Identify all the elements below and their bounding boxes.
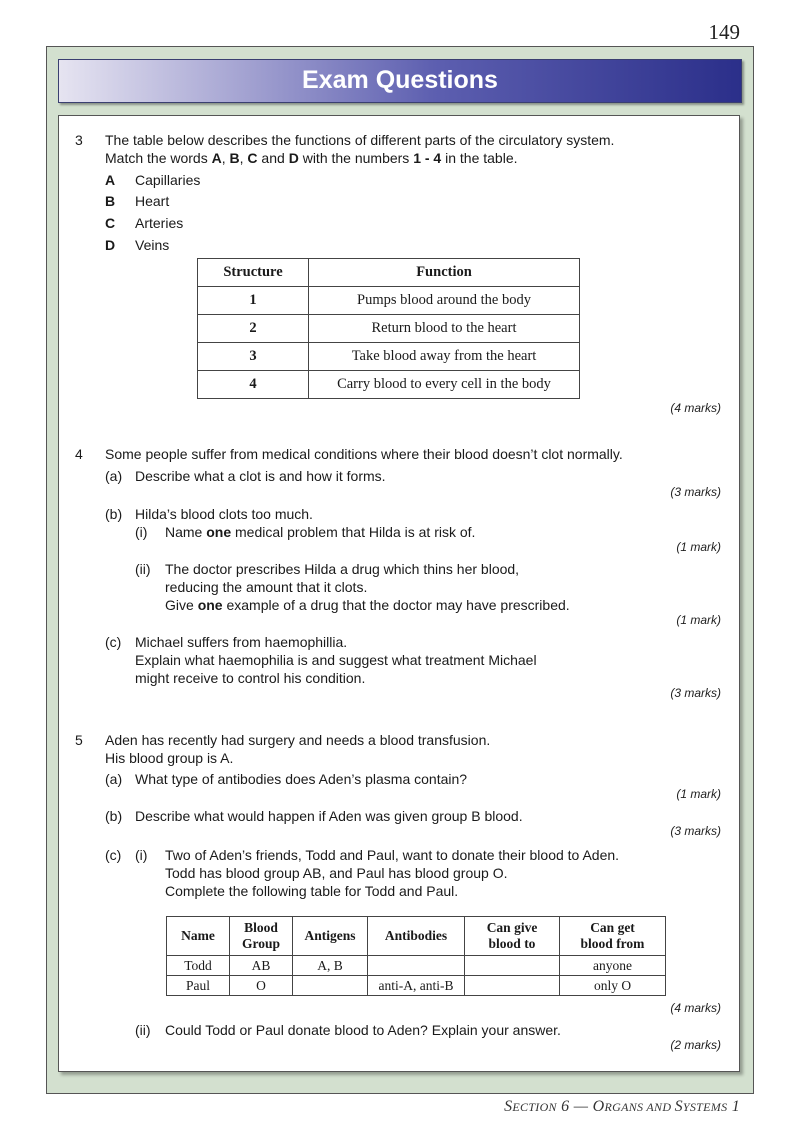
q4bi-marks: (1 mark) [676, 540, 721, 554]
q5ci-line2: Todd has blood group AB, and Paul has blood group O. [165, 865, 508, 881]
table-cell: 4 [198, 371, 309, 399]
table-cell: Take blood away from the heart [309, 343, 580, 371]
q4bii-line2: reducing the amount that it clots. [165, 579, 368, 595]
q3-option-text: Heart [135, 193, 170, 209]
q4bi-label: (i) [135, 524, 148, 540]
table-row [198, 343, 580, 371]
page-frame [46, 46, 754, 1094]
table-header-row [198, 259, 580, 287]
q3-line1: The table below describes the functions of different parts of the circulatory system. [105, 132, 615, 148]
table-cell [465, 956, 560, 976]
section-footer: SECTION 6 — ORGANS AND SYSTEMS 1 [504, 1098, 740, 1115]
q5cii-marks: (2 marks) [670, 1038, 721, 1052]
table-header: Name [167, 917, 230, 956]
table-header: Antibodies [368, 917, 465, 956]
page-number: 149 [708, 20, 740, 44]
q3-marks: (4 marks) [670, 401, 721, 415]
q3-line2: Match the words A, B, C and D with the numbers 1 - 4 in the table. [105, 150, 518, 166]
q4b-label: (b) [105, 506, 123, 522]
table-row [198, 315, 580, 343]
table-cell [465, 976, 560, 996]
q4a-text: Describe what a clot is and how it forms. [135, 468, 386, 484]
table-header: Can give blood to [465, 917, 560, 956]
q5a-label: (a) [105, 771, 123, 787]
table-cell [293, 976, 368, 996]
blood-group-table [166, 916, 666, 996]
q5ci-line3: Complete the following table for Todd and Paul. [165, 883, 459, 899]
table-row [167, 956, 666, 976]
q4bii-label: (ii) [135, 561, 151, 577]
q5a-marks: (1 mark) [676, 787, 721, 801]
table-cell: anti-A, anti-B [368, 976, 465, 996]
table-cell: Return blood to the heart [309, 315, 580, 343]
q5c-label: (c) [105, 847, 122, 863]
q3-option-letter: B [105, 193, 116, 209]
table-row [167, 976, 666, 996]
q3-option-text: Arteries [135, 215, 184, 231]
table-cell: Paul [167, 976, 230, 996]
q4b-text: Hilda’s blood clots too much. [135, 506, 313, 522]
table-row [198, 371, 580, 399]
q4a-marks: (3 marks) [670, 485, 721, 499]
q4bi-text: Name one medical problem that Hilda is at risk of. [165, 524, 476, 540]
table-header: Can get blood from [560, 917, 666, 956]
q5b-marks: (3 marks) [670, 824, 721, 838]
q4c-line1: Michael suffers from haemophillia. [135, 634, 348, 650]
q3-option-letter: C [105, 215, 116, 231]
q5a-text: What type of antibodies does Aden’s plasma contain? [135, 771, 468, 787]
q5cii-text: Could Todd or Paul donate blood to Aden? Explain your answer. [165, 1022, 561, 1038]
q3-number: 3 [75, 132, 83, 148]
q4-intro: Some people suffer from medical conditions where their blood doesn’t clot normally. [105, 446, 623, 462]
structure-function-table [197, 258, 580, 399]
page-title: Exam Questions [302, 66, 498, 94]
q3-option-text: Veins [135, 237, 170, 253]
question-panel [58, 115, 740, 1072]
q4c-label: (c) [105, 634, 122, 650]
title-banner [58, 59, 742, 103]
table-cell: Todd [167, 956, 230, 976]
table-cell: O [230, 976, 293, 996]
q5ci-marks: (4 marks) [670, 1001, 721, 1015]
q3-option-letter: D [105, 237, 116, 253]
q4c-line2: Explain what haemophilia is and suggest what treatment Michael [135, 652, 537, 668]
table-header: Blood Group [230, 917, 293, 956]
q4bii-line1: The doctor prescribes Hilda a drug which thins her blood, [165, 561, 520, 577]
q4a-label: (a) [105, 468, 123, 484]
q5-number: 5 [75, 732, 83, 748]
q4c-marks: (3 marks) [670, 686, 721, 700]
q5b-text: Describe what would happen if Aden was given group B blood. [135, 808, 523, 824]
table-header: Structure [198, 259, 309, 287]
q5-line2: His blood group is A. [105, 750, 234, 766]
table-cell [368, 956, 465, 976]
table-cell: Carry blood to every cell in the body [309, 371, 580, 399]
table-cell: anyone [560, 956, 666, 976]
table-cell: 3 [198, 343, 309, 371]
q3-option-text: Capillaries [135, 172, 201, 188]
table-cell: 1 [198, 287, 309, 315]
q3-option-letter: A [105, 172, 116, 188]
table-header-row [167, 917, 666, 956]
q4bii-line3: Give one example of a drug that the doctor may have prescribed. [165, 597, 570, 613]
table-cell: only O [560, 976, 666, 996]
q5ci-line1: Two of Aden’s friends, Todd and Paul, want to donate their blood to Aden. [165, 847, 620, 863]
table-header: Function [309, 259, 580, 287]
q4bii-marks: (1 mark) [676, 613, 721, 627]
q4-number: 4 [75, 446, 83, 462]
table-cell: AB [230, 956, 293, 976]
table-cell: Pumps blood around the body [309, 287, 580, 315]
table-row [198, 287, 580, 315]
table-cell: A, B [293, 956, 368, 976]
q5b-label: (b) [105, 808, 123, 824]
table-header: Antigens [293, 917, 368, 956]
q4c-line3: might receive to control his condition. [135, 670, 366, 686]
table-cell: 2 [198, 315, 309, 343]
q5-line1: Aden has recently had surgery and needs a blood transfusion. [105, 732, 491, 748]
q5cii-label: (ii) [135, 1022, 151, 1038]
q5ci-label: (i) [135, 847, 148, 863]
